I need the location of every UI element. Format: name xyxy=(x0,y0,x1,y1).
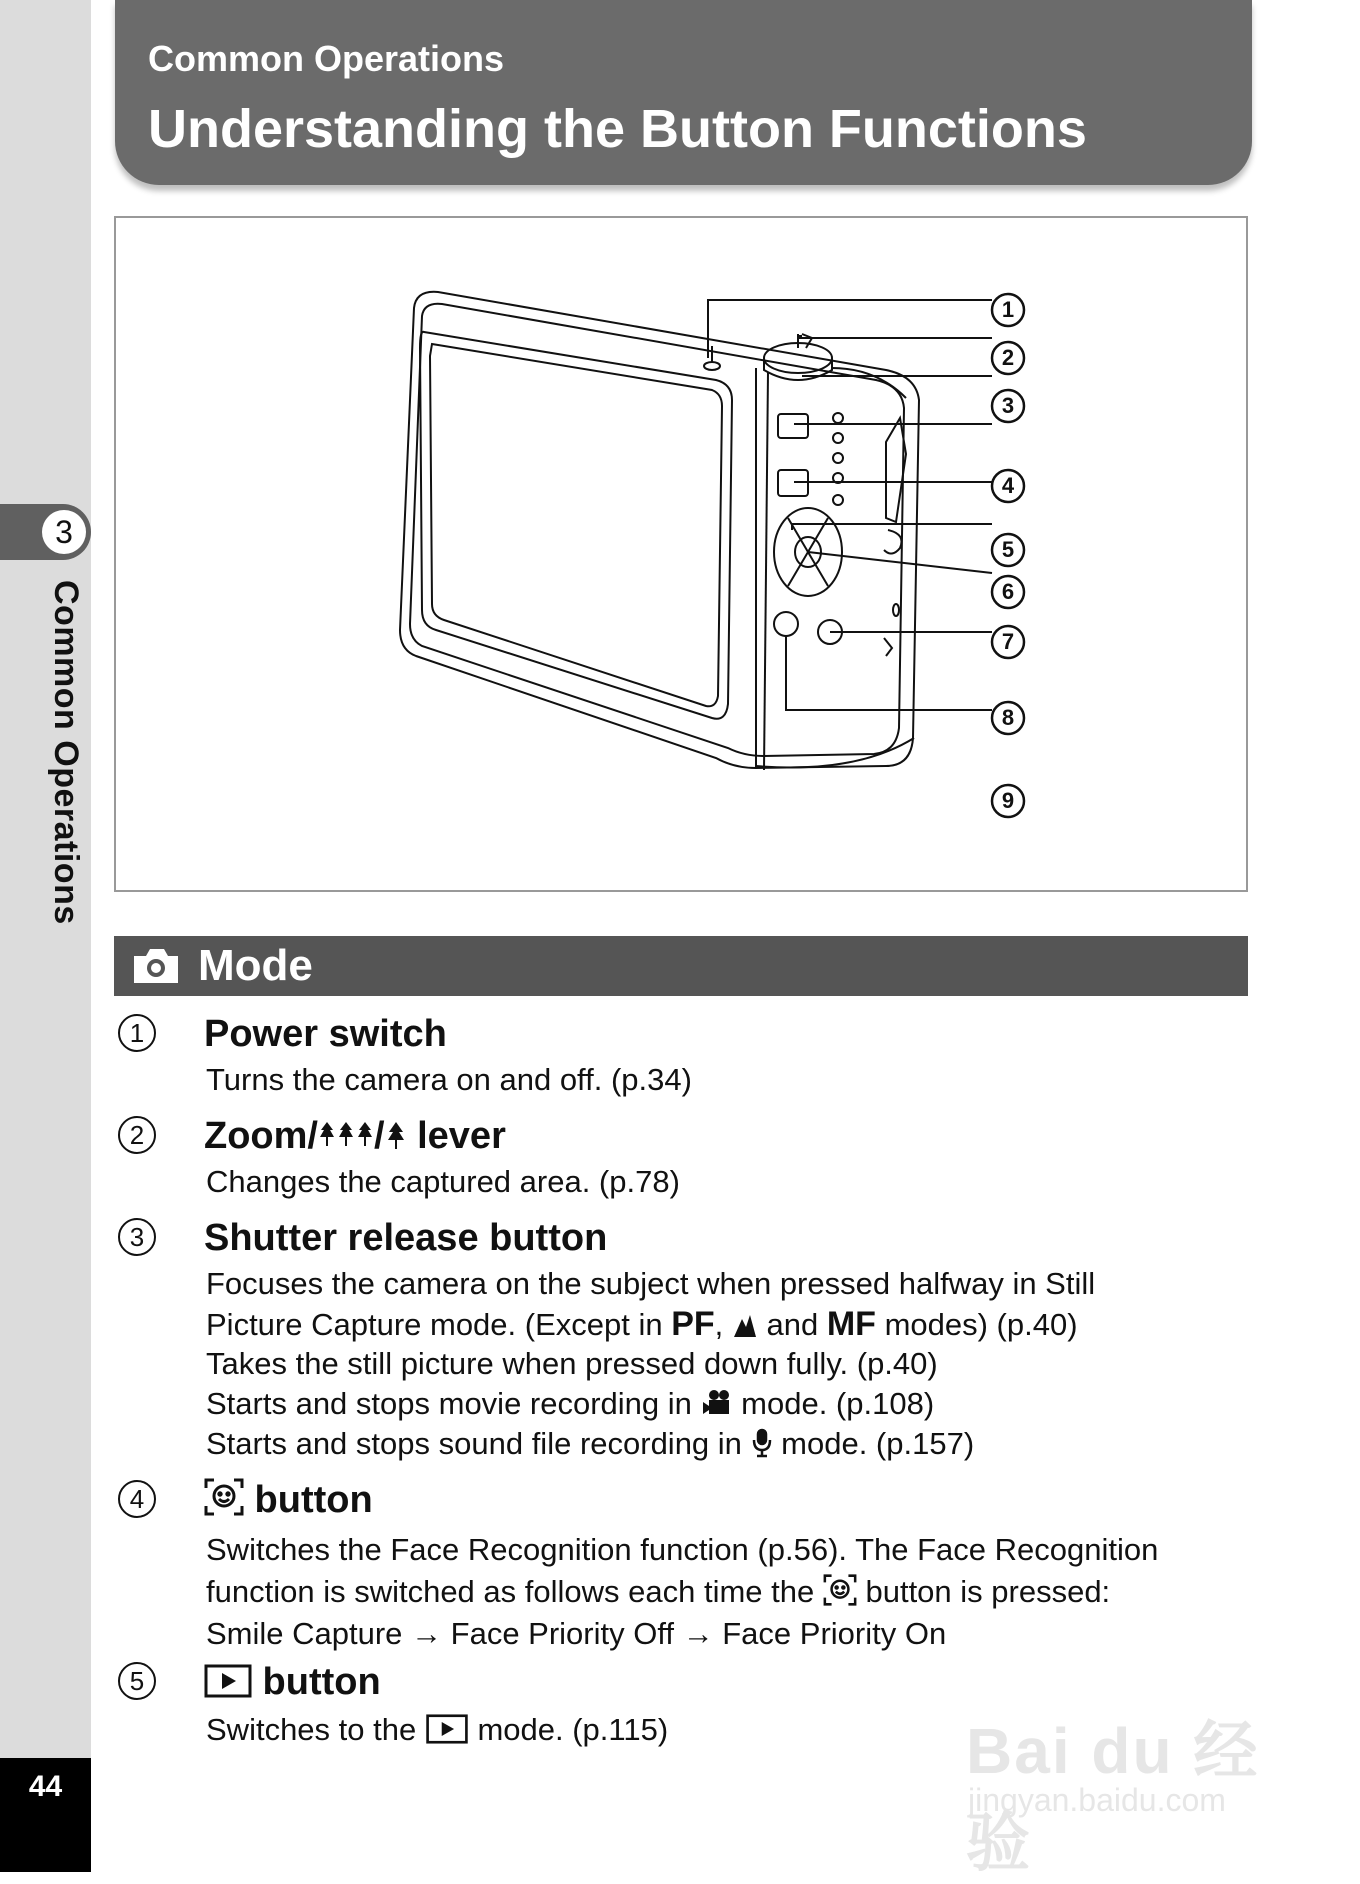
item-number: 1 xyxy=(118,1014,156,1052)
side-strip xyxy=(0,0,91,1872)
watermark-logo: Bai du 经验 xyxy=(966,1715,1260,1879)
heading-text: / xyxy=(373,1115,385,1157)
item-heading xyxy=(204,1660,381,1704)
landscape-mode-icon xyxy=(732,1311,758,1339)
item-number: 3 xyxy=(118,1218,156,1256)
item-description-line: Picture Capture mode. (Except in PF, and MF modes) (p.40) xyxy=(206,1305,1078,1343)
section-title: Common Operations xyxy=(148,38,505,79)
item-number: 4 xyxy=(118,1480,156,1518)
mf-mode-label: MF xyxy=(826,1305,876,1343)
baidu-watermark xyxy=(960,1660,1290,1879)
item-description-line: Starts and stops movie recording in mode. (p.108) xyxy=(206,1386,935,1421)
item-description-line: Starts and stops sound file recording in mode. (p.157) xyxy=(206,1426,975,1461)
callout-8: 8 xyxy=(1001,705,1015,730)
item-heading: Power switch xyxy=(204,1013,447,1055)
item-description-line: Switches the Face Recognition function (p.56). The Face Recognition xyxy=(206,1532,1159,1567)
callout-2: 2 xyxy=(1001,345,1015,370)
heading-text: button xyxy=(252,1661,381,1703)
item-heading xyxy=(204,1114,506,1158)
page-number: 44 xyxy=(28,1770,63,1803)
item-description-line: Smile Capture → Face Priority Off → Face Priority On xyxy=(206,1616,947,1651)
item-description-line: Focuses the camera on the subject when pressed halfway in Still xyxy=(206,1266,1096,1301)
item-description: Changes the captured area. (p.78) xyxy=(206,1164,680,1199)
mode-title: Mode xyxy=(198,941,313,990)
chapter-label: Common Operations xyxy=(47,580,85,925)
item-description-line: Takes the still picture when pressed down fully. (p.40) xyxy=(206,1346,938,1381)
heading-text: button xyxy=(244,1479,373,1521)
movie-mode-icon xyxy=(701,1388,733,1418)
pf-mode-label: PF xyxy=(671,1305,715,1343)
item-number: 5 xyxy=(118,1662,156,1700)
callout-4: 4 xyxy=(1001,473,1015,498)
voice-recording-icon xyxy=(751,1428,773,1458)
item-description: Turns the camera on and off. (p.34) xyxy=(206,1062,692,1097)
playback-icon xyxy=(204,1664,252,1698)
callout-9: 9 xyxy=(1001,788,1015,813)
face-recognition-icon xyxy=(823,1574,857,1606)
watermark-url: jingyan.baidu.com xyxy=(968,1782,1226,1818)
telephoto-icon xyxy=(385,1120,407,1152)
mode-section-bar xyxy=(114,936,1248,996)
callout-3: 3 xyxy=(1001,393,1015,418)
power-switch xyxy=(704,362,720,370)
page-title: Understanding the Button Functions xyxy=(148,99,1087,159)
camera-icon xyxy=(130,946,182,986)
face-recognition-icon xyxy=(204,1478,244,1516)
item-heading xyxy=(204,1478,373,1522)
callout-5: 5 xyxy=(1001,537,1015,562)
item-number: 2 xyxy=(118,1116,156,1154)
callout-6: 6 xyxy=(1001,579,1015,604)
wide-angle-icon xyxy=(318,1120,374,1152)
playback-icon xyxy=(425,1714,469,1744)
camera-diagram xyxy=(114,216,1248,892)
camera-illustration xyxy=(116,218,1246,890)
item-heading: Shutter release button xyxy=(204,1217,608,1259)
face-button xyxy=(778,414,808,438)
callout-1: 1 xyxy=(1001,297,1015,322)
camera-body xyxy=(400,292,919,768)
heading-text: Zoom/ xyxy=(204,1115,318,1157)
item-description-line: Switches to the mode. (p.115) xyxy=(206,1712,669,1747)
chapter-number: 3 xyxy=(42,510,86,554)
menu-button xyxy=(774,612,798,636)
callout-7: 7 xyxy=(1001,629,1015,654)
item-description-line: function is switched as follows each time the button is pressed: xyxy=(206,1574,1111,1609)
heading-text: lever xyxy=(406,1115,506,1157)
